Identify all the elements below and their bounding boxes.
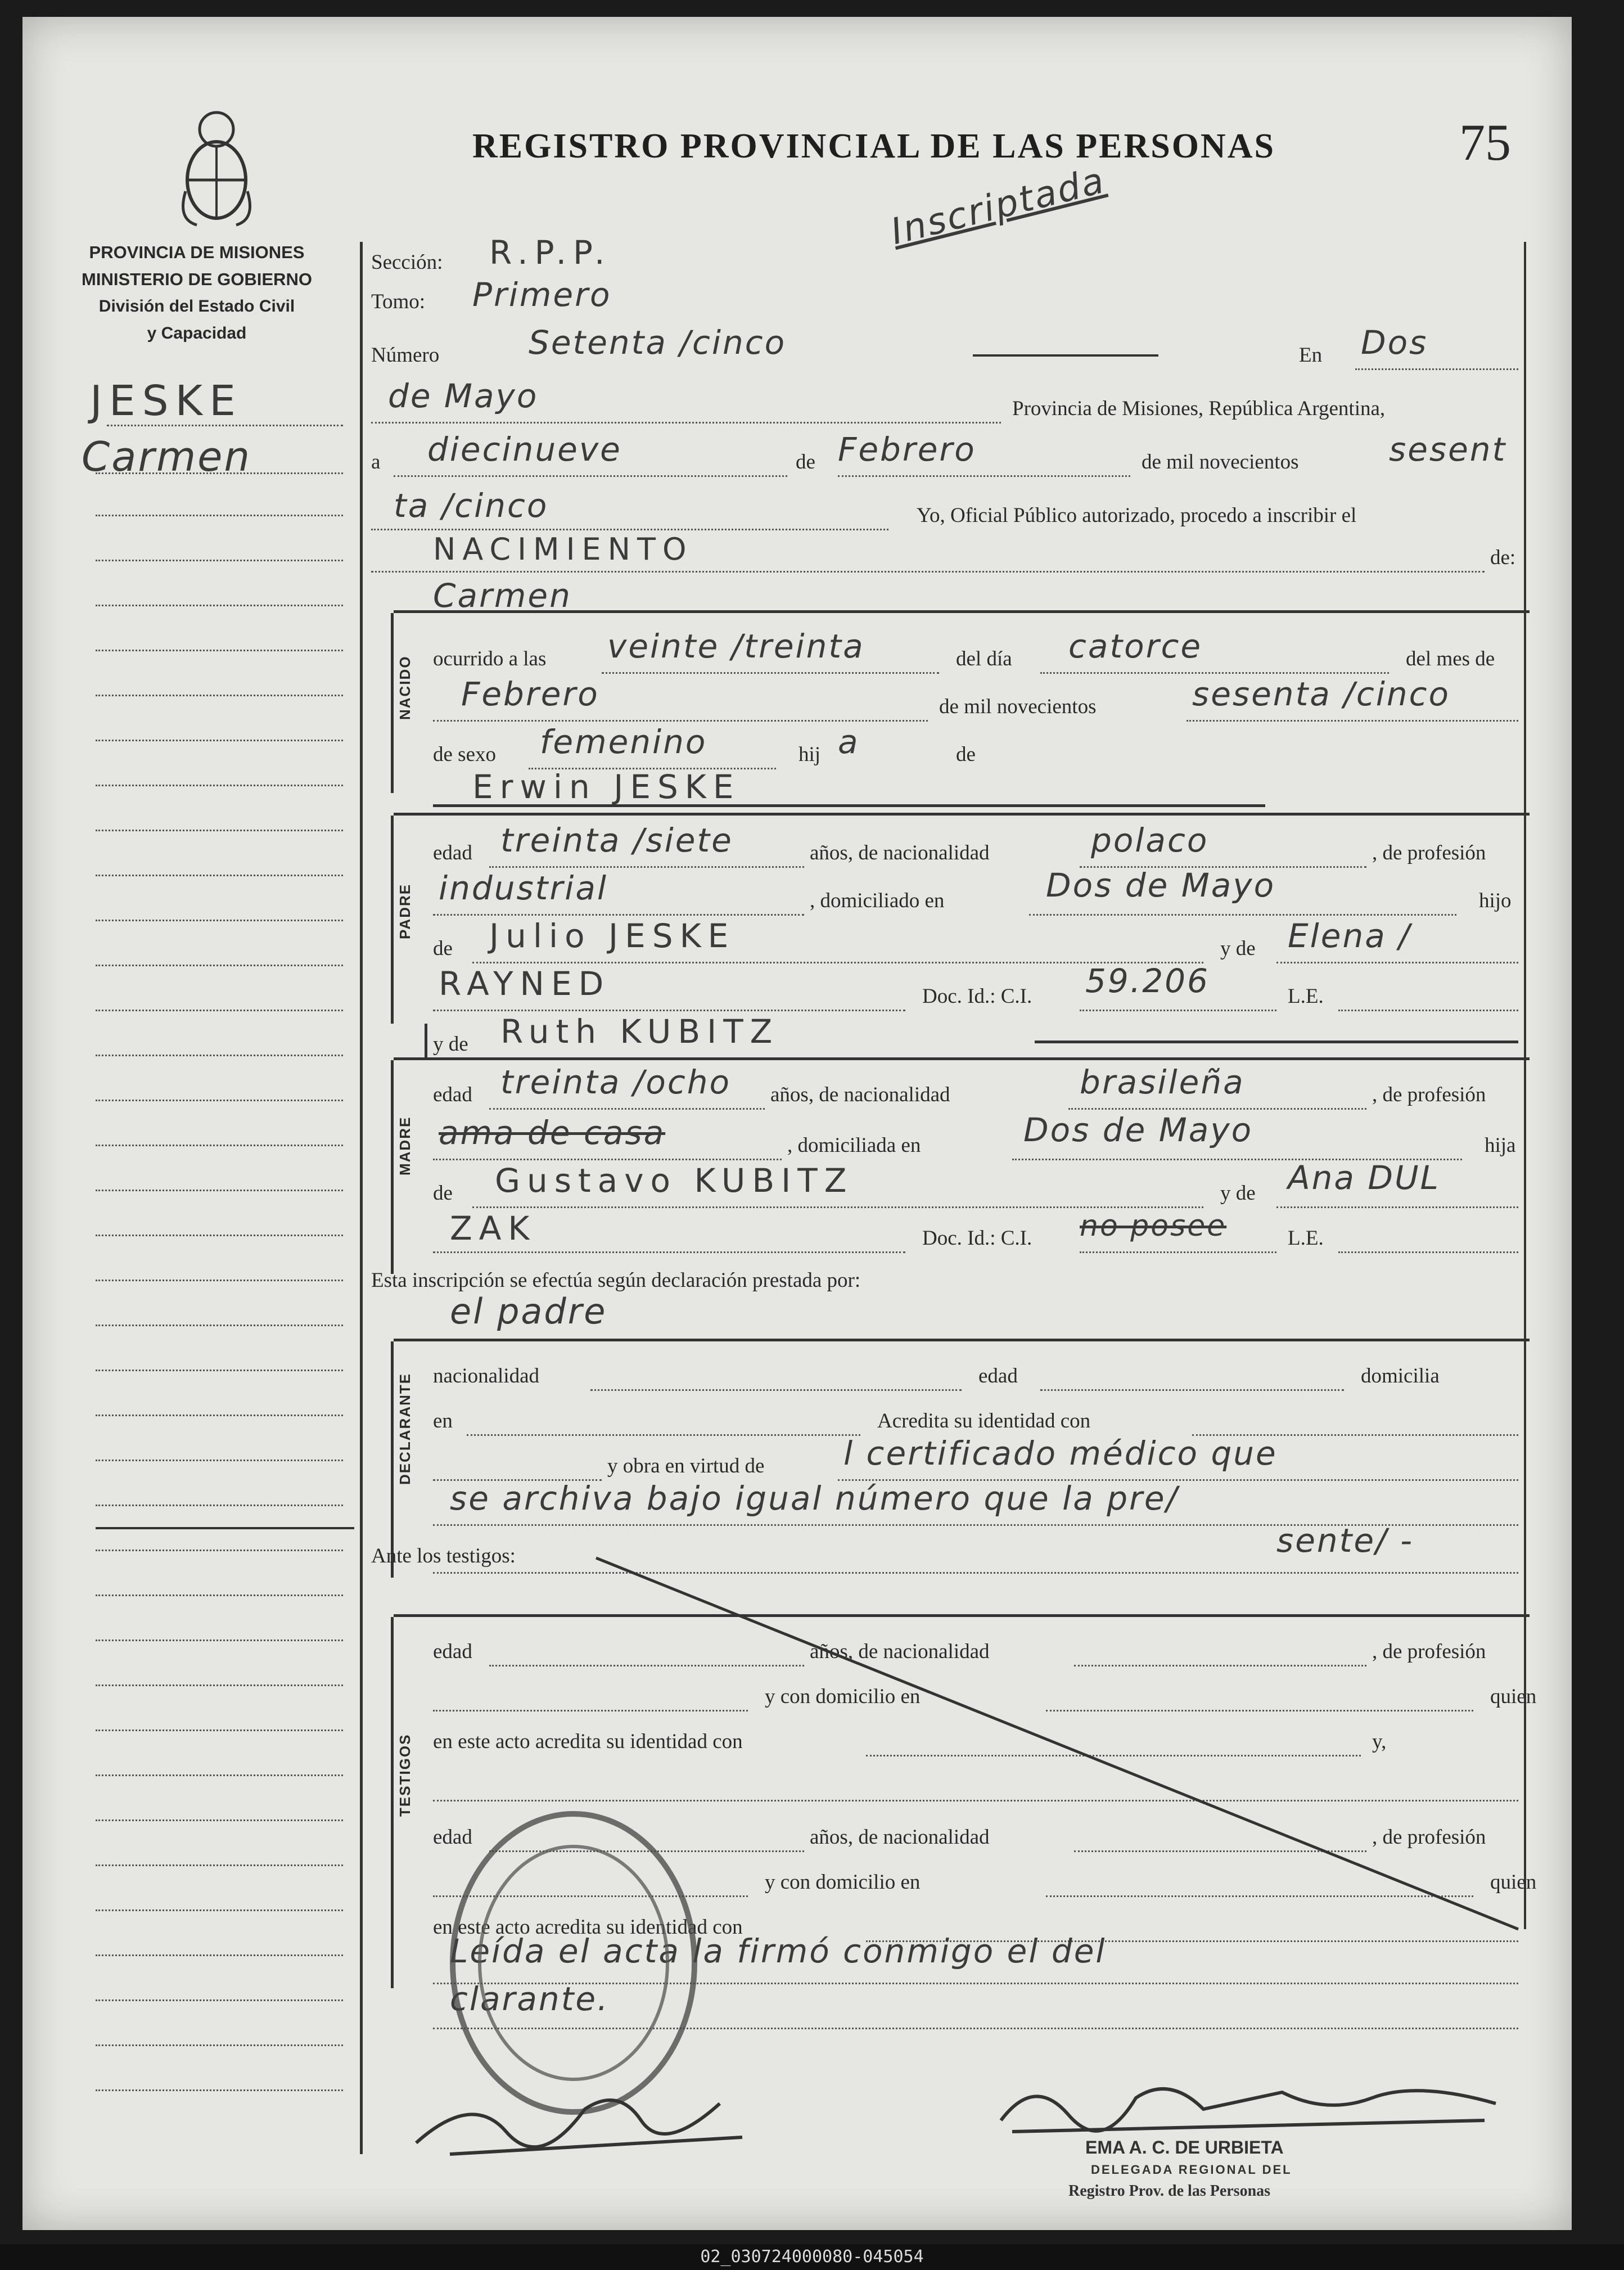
division-label: División del Estado Civil	[98, 297, 295, 316]
mil-novecientos-text: de mil novecientos	[1142, 451, 1299, 474]
testigo1-profesion-label: , de profesión	[1372, 1640, 1486, 1663]
madre-edad-value: treinta /ocho	[500, 1063, 732, 1101]
left-header	[62, 239, 332, 347]
main-vertical-rule	[360, 242, 363, 2154]
officer-title-2: Registro Prov. de las Personas	[1068, 2182, 1271, 2200]
testigo2-domicilio-label: y con domicilio en	[765, 1871, 921, 1894]
madre-side-label: MADRE	[396, 1116, 413, 1175]
document-title: REGISTRO PROVINCIAL DE LAS PERSONAS	[472, 127, 1275, 165]
padre-profesion-value: industrial	[439, 869, 608, 907]
declarante-nacionalidad-label: nacionalidad	[433, 1364, 540, 1388]
padre-father-value: Julio JESKE	[489, 917, 736, 955]
provincia-text: Provincia de Misiones, República Argentina,	[1012, 397, 1386, 420]
yo-text: Yo, Oficial Público autorizado, procedo a inscribir el	[917, 504, 1357, 527]
seccion-value: R.P.P.	[489, 233, 612, 272]
ocurrido-label: ocurrido a las	[433, 647, 547, 670]
padre-hijo-label: hijo	[1479, 889, 1512, 912]
del-dia-label: del día	[956, 647, 1012, 670]
testigo2-edad-label: edad	[433, 1826, 472, 1849]
nacido-month-value: Febrero	[461, 675, 599, 713]
declarante-line2-value: se archiva bajo igual número que la pre/	[450, 1479, 1179, 1517]
closing-line-1: Leída el acta la firmó conmigo el del	[450, 1932, 1107, 1970]
madre-le-label: L.E.	[1288, 1227, 1324, 1250]
declarante-intro: Esta inscripción se efectúa según declaración prestada por:	[371, 1269, 861, 1292]
padre-le-label: L.E.	[1288, 985, 1324, 1008]
ministry-label: MINISTERIO DE GOBIERNO	[82, 269, 312, 289]
padre-domiciliado-label: , domiciliado en	[810, 889, 945, 912]
document-page	[22, 17, 1572, 2230]
officer-signature-icon	[990, 2064, 1530, 2143]
madre-profesion-value: ama de casa	[439, 1114, 666, 1152]
padre-y-de-label: y de	[1220, 937, 1256, 960]
testigo2-acredita-label: en este acto acredita su identidad con	[433, 1916, 743, 1939]
testigo2-profesion-label: , de profesión	[1372, 1826, 1486, 1849]
testigo2-quien-label: quien	[1490, 1871, 1537, 1894]
place-value: de Mayo	[388, 377, 539, 415]
madre-hija-label: hija	[1485, 1134, 1516, 1157]
closing-line-2: clarante.	[450, 1980, 610, 2018]
madre-name-value: Ruth KUBITZ	[500, 1012, 779, 1051]
year-value-1: sesent	[1389, 430, 1507, 469]
madre-domiciliada-label: , domiciliada en	[787, 1134, 921, 1157]
coat-of-arms-icon	[174, 107, 259, 231]
padre-edad-label: edad	[433, 841, 472, 864]
testigo1-domicilio-label: y con domicilio en	[765, 1685, 921, 1708]
act-value: NACIMIENTO	[433, 532, 693, 567]
scan-id: 02_030724000080-045054	[700, 2247, 924, 2267]
numero-value: Setenta /cinco	[529, 323, 787, 362]
testigo1-anos-text: años, de nacionalidad	[810, 1640, 990, 1663]
madre-nacionalidad-value: brasileña	[1080, 1063, 1245, 1101]
madre-doc-value: no posee	[1080, 1209, 1227, 1243]
testigo1-acredita-label: en este acto acredita su identidad con	[433, 1730, 743, 1753]
testigo2-anos-text: años, de nacionalidad	[810, 1826, 990, 1849]
scan-id-bar	[0, 2244, 1624, 2270]
padre-profesion-label: , de profesión	[1372, 841, 1486, 864]
de-label: de	[796, 451, 815, 474]
sexo-value: femenino	[540, 723, 707, 761]
madre-anos-text: años, de nacionalidad	[770, 1083, 950, 1106]
padre-de-label: de	[433, 937, 453, 960]
padre-nacionalidad-value: polaco	[1091, 821, 1209, 859]
testigo1-quien-label: quien	[1490, 1685, 1537, 1708]
padre-side-label: PADRE	[396, 883, 413, 939]
madre-de-label: de	[433, 1182, 453, 1205]
padre-mother-value-2: RAYNED	[439, 965, 611, 1003]
seccion-label: Sección:	[371, 251, 443, 274]
en-label: En	[1299, 344, 1323, 367]
year-value-2: ta /cinco	[394, 487, 549, 525]
padre-doc-value: 59.206	[1085, 962, 1210, 1000]
tomo-label: Tomo:	[371, 290, 426, 313]
page-number: 75	[1459, 114, 1511, 171]
testigos-intro: Ante los testigos:	[371, 1544, 516, 1568]
hij-value: a	[838, 723, 860, 761]
declarante-obra-label: y obra en virtud de	[607, 1454, 765, 1478]
madre-y-de-label: y de	[433, 1033, 468, 1056]
declarante-edad-label: edad	[978, 1364, 1018, 1388]
margin-name: Carmen	[82, 433, 252, 480]
official-seal-icon	[450, 1811, 697, 2115]
day-value: diecinueve	[427, 430, 622, 469]
en-value: Dos	[1361, 323, 1428, 362]
testigo1-edad-label: edad	[433, 1640, 472, 1663]
declarante-en-label: en	[433, 1409, 453, 1433]
madre-profesion-label: , de profesión	[1372, 1083, 1486, 1106]
left-signature-icon	[405, 2070, 765, 2165]
declarante-acredita-label: Acredita su identidad con	[877, 1409, 1091, 1433]
a-label: a	[371, 451, 381, 474]
declarante-side-label: DECLARANTE	[396, 1372, 413, 1485]
nacido-year-value: sesenta /cinco	[1192, 675, 1450, 713]
declarante-domicilia-label: domicilia	[1361, 1364, 1440, 1388]
de-colon-label: de:	[1490, 546, 1516, 569]
padre-domicilio-value: Dos de Mayo	[1046, 866, 1276, 904]
madre-father-value: Gustavo KUBITZ	[495, 1161, 854, 1200]
officer-title-1: DELEGADA REGIONAL DEL	[1091, 2163, 1292, 2177]
madre-y-de2-label: y de	[1220, 1182, 1256, 1205]
tomo-value: Primero	[472, 276, 612, 314]
hij-label: hij	[799, 743, 821, 766]
strike-through-line	[585, 1547, 1541, 1940]
month-value: Febrero	[838, 430, 976, 469]
declarante-line3-value: sente/ -	[1276, 1521, 1414, 1560]
madre-mother-value-2: ZAK	[450, 1209, 536, 1247]
officer-name: EMA A. C. DE URBIETA	[1085, 2137, 1284, 2158]
madre-doc-label: Doc. Id.: C.I.	[922, 1227, 1032, 1250]
margin-surname: JESKE	[90, 377, 242, 425]
nacido-side-label: NACIDO	[396, 655, 413, 720]
province-label: PROVINCIA DE MISIONES	[89, 242, 305, 262]
testigo1-y-label: y,	[1372, 1730, 1387, 1753]
numero-label: Número	[371, 344, 440, 367]
capacity-label: y Capacidad	[147, 324, 247, 343]
madre-domicilio-value: Dos de Mayo	[1023, 1111, 1253, 1149]
nacido-de-label: de	[956, 743, 976, 766]
nacido-mil-text: de mil novecientos	[939, 695, 1097, 718]
declarante-obra-value: l certificado médico que	[843, 1434, 1278, 1472]
numero-underline	[973, 354, 1158, 357]
del-mes-label: del mes de	[1406, 647, 1495, 670]
padre-doc-label: Doc. Id.: C.I.	[922, 985, 1032, 1008]
declarante-value: el padre	[450, 1291, 607, 1332]
nacido-day-value: catorce	[1068, 627, 1203, 665]
madre-edad-label: edad	[433, 1083, 472, 1106]
inscribed-annotation: Inscriptada	[886, 159, 1110, 254]
padre-mother-value-1: Elena /	[1288, 917, 1411, 955]
padre-edad-value: treinta /siete	[500, 821, 733, 859]
padre-anos-text: años, de nacionalidad	[810, 841, 990, 864]
madre-mother-value-1: Ana DUL	[1288, 1159, 1440, 1197]
nacido-name-value: Carmen	[433, 576, 572, 615]
hour-value: veinte /treinta	[607, 627, 865, 665]
padre-name-value: Erwin JESKE	[472, 768, 741, 806]
sexo-label: de sexo	[433, 743, 496, 766]
testigos-side-label: TESTIGOS	[396, 1733, 413, 1817]
